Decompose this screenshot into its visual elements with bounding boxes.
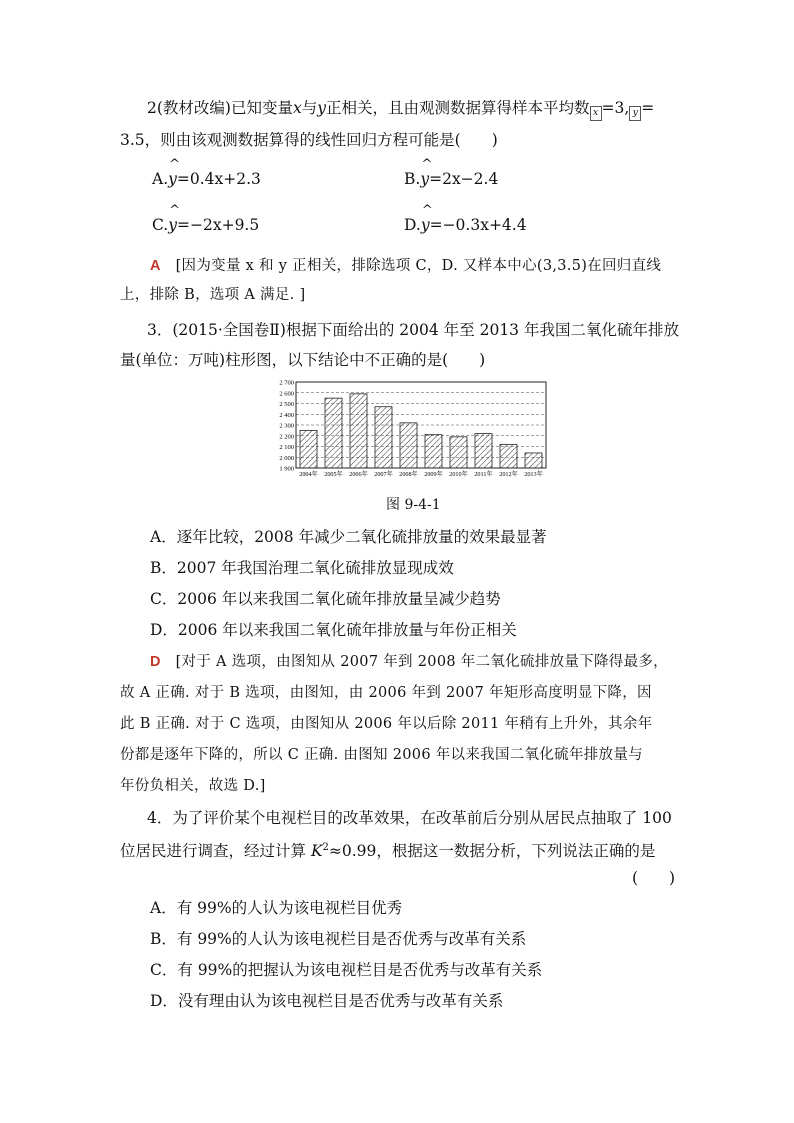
q4-stem-line2: [120, 838, 655, 861]
q4-option-a: A．有 99%的人认为该电视栏目优秀: [150, 899, 403, 917]
bar: [300, 430, 317, 468]
y-tick-label: 2 500: [279, 401, 294, 408]
y-tick-label: 1 900: [279, 465, 294, 473]
y-tick-label: 2 600: [279, 390, 294, 398]
so2-bar-chart: [268, 378, 550, 480]
q2-text-d: =3,: [601, 99, 630, 117]
q2-text-c: 正相关，且由观测数据算得样本平均数: [326, 99, 590, 117]
q3-option-d: D．2006 年以来我国二氧化硫年排放量与年份正相关: [150, 621, 517, 639]
q3-explanation-line2: 故 A 正确. 对于 B 选项，由图知，由 2006 年到 2007 年矩形高度明显下降，因: [120, 685, 652, 701]
y-axis-ticks: [279, 380, 294, 473]
x-tick-label: 2009年: [424, 471, 443, 478]
q2-option-b: [404, 170, 498, 188]
k-symbol: K: [310, 842, 323, 861]
option-label: C.: [152, 216, 169, 234]
q2-explanation-line1: [150, 256, 661, 276]
option-expr: =0.4x+2.3: [176, 170, 261, 188]
figure-caption: 图 9-4-1: [386, 497, 441, 513]
y-tick-label: 2 300: [279, 422, 294, 430]
xbar-box: x: [590, 106, 602, 121]
y-tick-label: 2 200: [279, 433, 294, 441]
q4-text-a: 位居民进行调查，经过计算: [120, 842, 311, 861]
option-expr: =2x−2.4: [429, 170, 499, 188]
bar: [500, 444, 517, 468]
q2-exp-text1: [因为变量 x 和 y 正相关，排除选项 C，D. 又样本中心(3,3.5)在回归直线: [175, 258, 662, 274]
option-label: B.: [404, 170, 421, 188]
y-tick-label: 2 000: [279, 454, 294, 462]
y-hat: ^ y: [420, 170, 429, 188]
var-x: x: [292, 99, 302, 117]
q2-text-e: =: [641, 99, 655, 117]
q3-stem-line2: 量(单位：万吨)柱形图，以下结论中不正确的是( ): [120, 351, 486, 369]
q4-stem-line1: 4．为了评价某个电视栏目的改革效果，在改革前后分别从居民点抽取了 100: [147, 809, 672, 827]
q4-option-d: D．没有理由认为该电视栏目是否优秀与改革有关系: [150, 992, 504, 1010]
option-label: A.: [152, 170, 169, 188]
q3-exp-text1: [对于 A 选项，由图知从 2007 年到 2008 年二氧化硫排放量下降得最多，: [175, 654, 668, 670]
x-tick-label: 2006年: [349, 471, 368, 478]
y-tick-label: 2 700: [279, 379, 294, 387]
q4-text-b: ≈0.99，根据这一数据分析，下列说法正确的是: [328, 842, 656, 861]
q3-option-b: B．2007 年我国治理二氧化硫排放显现成效: [150, 559, 454, 577]
q3-explanation-line1: [150, 652, 668, 672]
q3-option-c: C．2006 年以来我国二氧化硫年排放量呈减少趋势: [150, 590, 501, 608]
y-hat: ^ y: [168, 170, 177, 188]
q2-option-a: [152, 170, 261, 188]
q2-explanation-line2: 上，排除 B，选项 A 满足. ]: [120, 287, 306, 303]
x-tick-label: 2012年: [499, 471, 518, 478]
x-tick-label: 2008年: [399, 471, 418, 478]
bar: [525, 453, 542, 468]
q2-text-a: 2(教材改编)已知变量: [147, 99, 293, 117]
q2-stem-line2: 3.5，则由该观测数据算得的线性回归方程可能是( ): [120, 131, 498, 149]
var-y: y: [317, 99, 326, 117]
q4-option-c: C．有 99%的把握认为该电视栏目是否优秀与改革有关系: [150, 961, 543, 979]
x-tick-label: 2010年: [449, 471, 468, 478]
q2-answer: A: [150, 258, 161, 274]
q2-stem-line1: [147, 98, 654, 121]
y-hat: ^ y: [421, 216, 430, 234]
q3-option-a: A．逐年比较，2008 年减少二氧化硫排放量的效果最显著: [150, 528, 547, 546]
q4-option-b: B．有 99%的人认为该电视栏目是否优秀与改革有关系: [150, 930, 527, 948]
x-tick-label: 2007年: [374, 471, 393, 478]
x-axis-ticks: [299, 470, 543, 478]
x-tick-label: 2011年: [474, 471, 493, 478]
bar: [375, 407, 392, 468]
x-tick-label: 2005年: [324, 471, 343, 478]
k-superscript: 2: [322, 842, 329, 853]
q3-answer: D: [150, 654, 161, 670]
x-tick-label: 2004年: [299, 471, 318, 478]
q3-explanation-line3: 此 B 正确. 对于 C 选项，由图知从 2006 年以后除 2011 年稍有上升外，其余年: [120, 716, 653, 732]
q3-explanation-line5: 年份负相关，故选 D.]: [120, 778, 266, 794]
bar: [325, 398, 342, 468]
q4-answer-paren: ( ): [632, 869, 676, 887]
y-hat: ^ y: [168, 216, 177, 234]
bar: [425, 435, 442, 468]
q2-option-d: [404, 216, 527, 234]
y-tick-label: 2 100: [279, 444, 294, 451]
bar: [450, 437, 467, 468]
q2-option-c: [152, 216, 259, 234]
q2-text-b: 与: [301, 99, 318, 117]
ybar-box: y: [629, 106, 641, 121]
option-expr: =−0.3x+4.4: [429, 216, 527, 234]
option-label: D.: [404, 216, 421, 234]
x-tick-label: 2013年: [524, 471, 543, 478]
bar: [475, 434, 492, 468]
option-expr: =−2x+9.5: [177, 216, 260, 234]
bar: [350, 394, 367, 468]
y-tick-label: 2 400: [279, 411, 294, 419]
q3-explanation-line4: 份都是逐年下降的，所以 C 正确. 由图知 2006 年以来我国二氧化硫年排放量与: [120, 747, 643, 763]
bar: [400, 423, 417, 468]
q3-stem-line1: 3．(2015·全国卷Ⅱ)根据下面给出的 2004 年至 2013 年我国二氧化硫年排放: [147, 321, 679, 339]
bars: [300, 394, 542, 468]
